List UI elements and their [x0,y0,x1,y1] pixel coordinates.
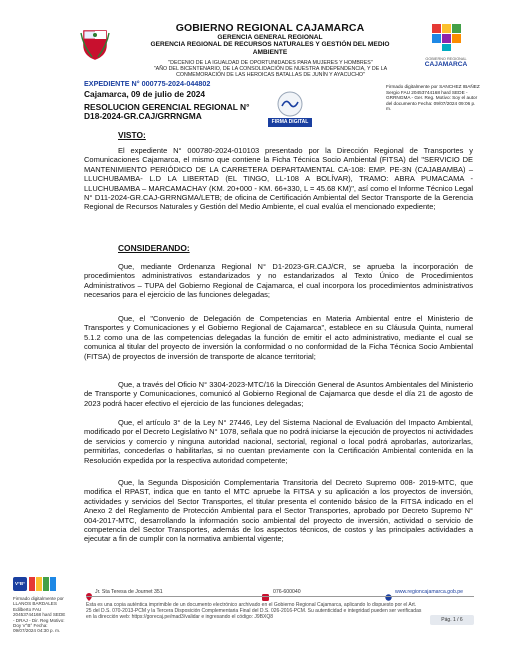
org-subtitle-1: GERENCIA GENERAL REGIONAL [217,34,323,41]
decenio-line-1: "DECENIO DE LA IGUALDAD DE OPORTUNIDADES PARA MUJERES Y HOMBRES" [168,60,373,66]
firma-digital-label: FIRMA DIGITAL [271,119,309,125]
considerando-paragraph-4 [84,418,473,465]
vb-label: V°B° [14,581,26,586]
footer-website-link[interactable]: www.regioncajamarca.gob.pe [395,589,464,595]
decenio-text [118,60,423,79]
visto-heading: VISTO: [118,130,146,140]
org-title: GOBIERNO REGIONAL CAJAMARCA [175,22,365,34]
considerando-heading: CONSIDERANDO: [118,243,190,253]
considerando-paragraph-5 [84,478,473,544]
visto-bueno-logo [13,575,59,593]
header-block [120,22,420,56]
expediente-number: EXPEDIENTE N° 000775-2024-044802 [84,79,211,88]
org-subtitle-2: GERENCIA REGIONAL DE RECURSOS NATURALES Y GESTIÓN DEL MEDIO [150,41,390,49]
visto-paragraph [84,146,473,212]
considerando-paragraph-2 [84,314,473,361]
footer-phone: 076-600040 [273,589,301,595]
org-subtitle-3: AMBIENTE [252,48,288,56]
vb-signature-text: Firmado digitalmente por LLANOS BARDALES Edilberto FAU 20453744168 hard SEDE - DRAJ - Dir. Reg Motivo: Doy V°B° Fecha: 09/07/2024 04:30 p. m. [13,596,66,634]
considerando-paragraph-1 [84,262,473,300]
resolution-title: RESOLUCION GERENCIAL REGIONAL N° D18-2024-GR.CAJ/GRRNGMA [84,102,250,121]
considerando-text-1: Que, mediante Ordenanza Regional N° D1-2023-GR.CAJ/CR, se aprueba la incorporación de procedimientos administrativos estandarizados y no estandarizados al Texto Único de Procedimientos Administrativos – TUPA del Gobierno Regional de Cajamarca, el cual incorpora los procedimientos administrativos necesarios para el ejercicio de las funciones delegadas; [84,262,473,300]
decenio-line-3: CONMEMORACIÓN DE LAS HEROICAS BATALLAS DE JUNÍN Y AYACUCHO" [176,72,365,79]
authenticity-note: Esta es una copia auténtica imprimible de un documento electrónico archivado en el Gobierno Regional Cajamarca, aplicando lo dispuesto por el Art. 25 del D.S. 070-2013-PCM y la Tercera Disposición Complementaria Final del D.S. 026-2016-PCM. Su autenticidad e integridad pueden ser verificadas en la dirección web: https://gorecaj.pe/mad3/validar e ingresando el código: J9BXQ8 [86,602,422,620]
footer-address: Jr. Sta Teresa de Journet 351 [95,589,163,595]
footer-divider [86,596,474,597]
peru-coat-of-arms-icon [80,27,110,61]
considerando-text-3: Que, a través del Oficio N° 3304-2023-MTC/16 la Dirección General de Asuntos Ambientales del Ministerio de Transporte y Comunicaciones, comunicó al Gobierno Regional de Cajamarca que desde el día 21 de agosto de 2023 podrá hacer efectivo el ejercicio de las funciones delegadas; [84,380,473,408]
page-number: Pág. 1 / 6 [430,615,474,625]
considerando-paragraph-3 [84,380,473,408]
decenio-line-2: "AÑO DEL BICENTENARIO, DE LA CONSOLIDACIÓN DE NUESTRA INDEPENDENCIA, Y DE LA [153,66,388,73]
logo-caption: GOBIERNO REGIONAL [425,57,467,61]
gobierno-regional-logo [422,22,470,74]
firma-digital-stamp [262,90,318,130]
considerando-text-4: Que, el artículo 3° de la Ley N° 27446, Ley del Sistema Nacional de Evaluación del Impacto Ambiental, modificado por el Decreto Legislativo N° 1078, señala que no podrá iniciarse la ejecución de proyectos ni actividades de servicios y comercio y ninguna autoridad nacional, sectorial, regional o local podrá aprobarlas, autorizarlas, permitirlas, concederlas o habilitarlas, si no cuentan previamente con la Certificación Ambiental contenida en la Resolución expedida por la respectiva autoridad competente; [84,418,473,465]
considerando-text-2: Que, el "Convenio de Delegación de Competencias en Materia Ambiental entre el Ministerio de Transportes y Comunicaciones y el Gobierno Regional de Cajamarca", establece en su Cláusula Quinta, numeral 5.1.2 como una de las competencias delegadas la función de emitir el acto administrativo, mediante el cual se comunica al titular del proyecto de inversión la conformidad o no conformidad de la Ficha Técnica Socio Ambiental (FITSA) de proyectos de inversión de transporte de alcance territorial; [84,314,473,361]
logo-name: CAJAMARCA [424,61,468,68]
digital-signature-text: Firmado digitalmente por SANCHEZ IBAÑEZ Sergio FAU 20453744168 hard SEDE - GRRNGMA - Ger. Reg. Motivo: Soy el autor del documento Fecha: 09/07/2024 09:06 p. m. [386,84,480,112]
visto-text: El expediente N° 000780-2024-010103 presentado por la Dirección Regional de Transportes y Comunicaciones Cajamarca, el mismo que contiene la Ficha Técnica Socio Ambiental (FITSA) del "SERVICIO DE MANTENIMIENTO PERIÓDICO DE LA CARRETERA DEPARTAMENTAL CA-108: EMP. PE-3N (CAJABAMBA) –LLUCHUBAMBA- L.D LA LIBERTAD (EL TINGO, LL-108 A BOLÍVAR), TRAMO: ABRA PUMACAMA - LLUCHUBAMBA – MARCAMACHAY (KM. 20+000 - KM. 66+330, L = 45.68 KM)", así como el Informe Técnico Legal N° D11-2024-GR.CAJ-GRRNGMA/LETB; de oficina de Certificación Ambiental del Sector Transporte de la Gerencia Regional de Recursos Naturales y Gestión del Medio Ambiente, el cual evalúa el mencionado expediente; [84,146,473,212]
document-date: Cajamarca, 09 de julio de 2024 [84,89,206,99]
considerando-text-5: Que, la Segunda Disposición Complementaria Transitoria del Decreto Supremo 008- 2019-MTC, que modifica el RPAST, indica que en tanto el MTC apruebe la FITSA y su aplicación a los proyectos de inversión, actividades y servicios del Sector Transportes, el titular presenta el contenido básico de la FITSA indicado en el Anexo 2 del Reglamento de Protección Ambiental para el Sector Transportes, aprobado por Decreto Supremo N° 004-2017-MTC, desarrollando la información socio ambiental del proyecto de inversión, actividad o servicio de competencia del Sector Transportes, además de los aspectos técnicos, de costos y las principales actividades a ejecutar a fin de cumplir con la normativa ambiental vigente; [84,478,473,544]
